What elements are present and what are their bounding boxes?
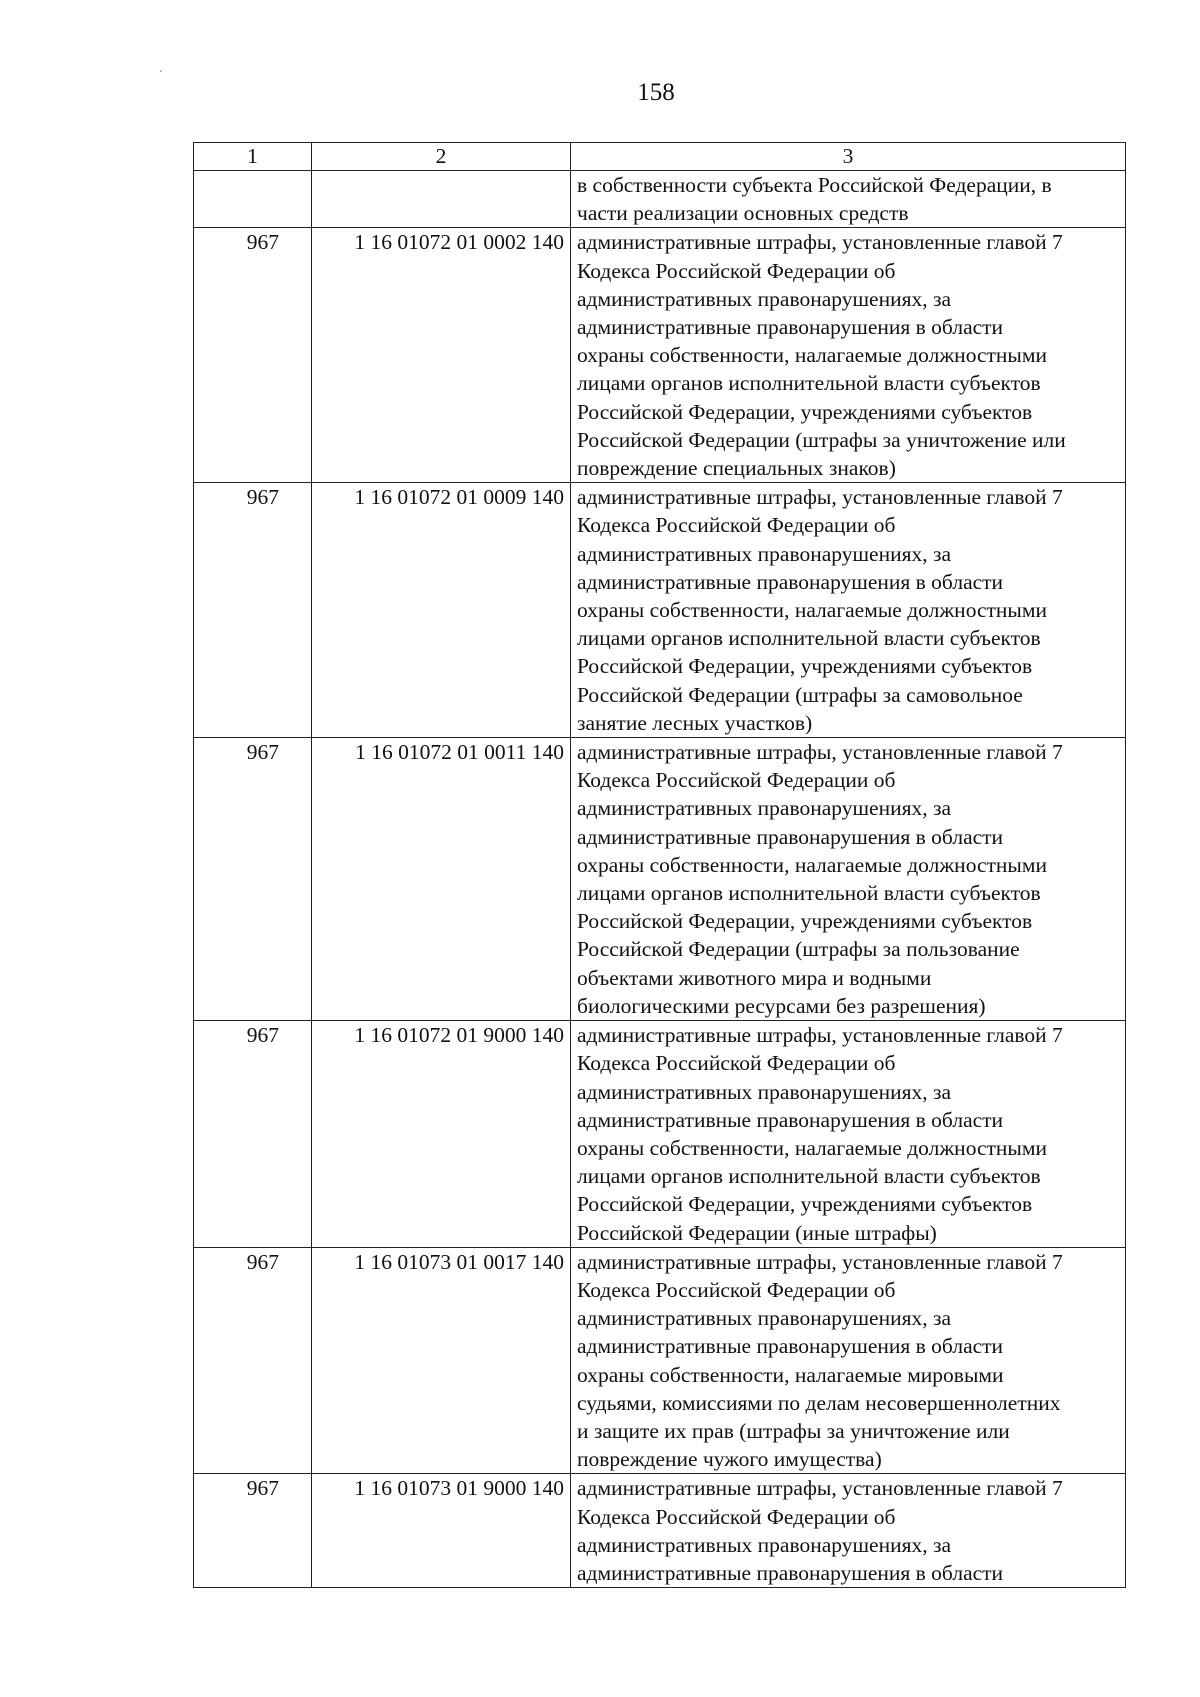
table-row: [194, 1474, 1126, 1588]
description-line: административные штрафы, установленные главой 7: [577, 1249, 1063, 1274]
description-cell: [571, 228, 1126, 483]
description-line: судьями, комиссиями по делам несовершеннолетних: [577, 1390, 1061, 1415]
classification-code-cell: 1 16 01072 01 0002 140: [312, 228, 571, 483]
description-line: биологическими ресурсами без разрешения): [577, 993, 986, 1018]
classification-code-cell: 1 16 01073 01 0017 140: [312, 1247, 571, 1474]
description-line: охраны собственности, налагаемые должностными: [577, 1135, 1047, 1160]
classification-code-cell: 1 16 01072 01 0011 140: [312, 738, 571, 1021]
admin-code-cell: 967: [194, 738, 312, 1021]
description-line: части реализации основных средств: [577, 201, 909, 226]
admin-code-cell: 967: [194, 1474, 312, 1588]
description-line: Кодекса Российской Федерации об: [577, 513, 896, 538]
table-body: [194, 143, 1126, 1588]
description-cell: [571, 738, 1126, 1021]
description-line: административные правонарушения в области: [577, 1334, 1004, 1359]
description-line: административные правонарушения в области: [577, 569, 1004, 594]
description-line: Кодекса Российской Федерации об: [577, 1051, 896, 1076]
classification-code-cell: 1 16 01072 01 0009 140: [312, 483, 571, 738]
table-row: [194, 228, 1126, 483]
table-row: [194, 483, 1126, 738]
description-line: административные штрафы, установленные главой 7: [577, 1023, 1063, 1048]
description-line: административных правонарушениях, за: [577, 1306, 952, 1331]
admin-code-cell: 967: [194, 228, 312, 483]
header-cell-column-1: 1: [194, 143, 312, 171]
page-number: 158: [637, 79, 675, 106]
description-line: Российской Федерации (иные штрафы): [577, 1220, 937, 1245]
description-line: административные штрафы, установленные главой 7: [577, 230, 1063, 255]
description-line: лицами органов исполнительной власти субъектов: [577, 626, 1041, 651]
table-row: [194, 1021, 1126, 1248]
description-line: Российской Федерации (штрафы за уничтожение или: [577, 427, 1066, 452]
description-line: административные правонарушения в области: [577, 824, 1004, 849]
classification-code-cell: 1 16 01073 01 9000 140: [312, 1474, 571, 1588]
description-line: Кодекса Российской Федерации об: [577, 1277, 896, 1302]
description-cell: [571, 1474, 1126, 1588]
description-line: Российской Федерации, учреждениями субъектов: [577, 1192, 1033, 1217]
description-line: охраны собственности, налагаемые должностными: [577, 852, 1047, 877]
description-line: охраны собственности, налагаемые должностными: [577, 343, 1047, 368]
description-line: повреждение специальных знаков): [577, 456, 896, 481]
admin-code-cell: 967: [194, 1247, 312, 1474]
description-line: лицами органов исполнительной власти субъектов: [577, 881, 1041, 906]
table-row: [194, 738, 1126, 1021]
description-line: лицами органов исполнительной власти субъектов: [577, 1164, 1041, 1189]
description-line: занятие лесных участков): [577, 710, 813, 735]
description-line: в собственности субъекта Российской Федерации, в: [577, 173, 1052, 197]
scan-speck: [160, 70, 162, 72]
description-line: лицами органов исполнительной власти субъектов: [577, 371, 1041, 396]
description-line: Российской Федерации (штрафы за пользование: [577, 937, 1020, 962]
description-line: административные штрафы, установленные главой 7: [577, 1476, 1063, 1501]
header-cell-column-2: 2: [312, 143, 571, 171]
table-row: [194, 171, 1126, 228]
description-line: объектами животного мира и водными: [577, 965, 932, 990]
description-line: административные штрафы, установленные главой 7: [577, 740, 1063, 765]
description-line: административных правонарушениях, за: [577, 1532, 952, 1557]
description-line: административные правонарушения в области: [577, 1107, 1004, 1132]
budget-classification-table: [193, 142, 1126, 1588]
table-header-row: [194, 143, 1126, 171]
description-cell: [571, 1021, 1126, 1248]
description-cell: [571, 171, 1126, 228]
description-line: и защите их прав (штрафы за уничтожение или: [577, 1418, 1010, 1443]
description-line: Кодекса Российской Федерации об: [577, 768, 896, 793]
description-line: охраны собственности, налагаемые мировыми: [577, 1362, 1004, 1387]
description-cell: [571, 483, 1126, 738]
header-cell-column-3: 3: [571, 143, 1126, 171]
description-line: административных правонарушениях, за: [577, 796, 952, 821]
description-cell: [571, 1247, 1126, 1474]
description-line: административных правонарушениях, за: [577, 286, 952, 311]
admin-code-cell: [194, 171, 312, 228]
description-line: повреждение чужого имущества): [577, 1447, 882, 1472]
table-row: [194, 1247, 1126, 1474]
description-line: Кодекса Российской Федерации об: [577, 258, 896, 283]
description-line: Российской Федерации, учреждениями субъектов: [577, 654, 1033, 679]
description-line: административные штрафы, установленные главой 7: [577, 485, 1063, 510]
admin-code-cell: 967: [194, 483, 312, 738]
classification-code-cell: [312, 171, 571, 228]
description-line: административные правонарушения в области: [577, 1560, 1004, 1585]
description-line: Российской Федерации, учреждениями субъектов: [577, 909, 1033, 934]
description-line: административных правонарушениях, за: [577, 1079, 952, 1104]
admin-code-cell: 967: [194, 1021, 312, 1248]
description-line: Кодекса Российской Федерации об: [577, 1504, 896, 1529]
description-line: административных правонарушениях, за: [577, 541, 952, 566]
description-line: административные правонарушения в области: [577, 315, 1004, 340]
description-line: охраны собственности, налагаемые должностными: [577, 598, 1047, 623]
classification-code-cell: 1 16 01072 01 9000 140: [312, 1021, 571, 1248]
description-line: Российской Федерации, учреждениями субъектов: [577, 399, 1033, 424]
description-line: Российской Федерации (штрафы за самовольное: [577, 682, 1023, 707]
